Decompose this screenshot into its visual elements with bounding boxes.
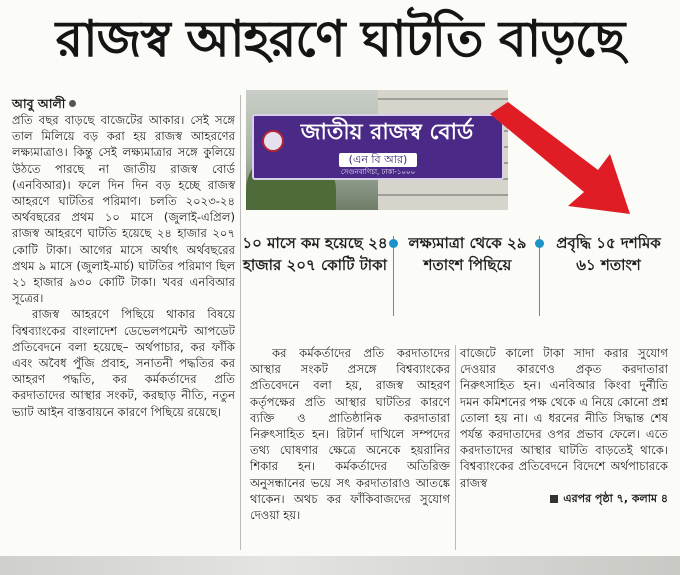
column-divider [455,345,456,550]
nbr-sign-photo [246,90,508,210]
headline: রাজস্ব আহরণে ঘাটতি বাড়ছে [55,10,625,68]
author-name: আবু আলী [12,96,66,111]
stat-divider [393,236,394,316]
paragraph: প্রতি বছর বাড়ছে বাজেটের আকার। সেই সঙ্গে তাল মিলিয়ে বড় করা হয় রাজস্ব আহরণের লক্ষ্যমাত্রাও। কিন্তু সেই লক্ষ্যমাত্রার সঙ্গে কুলিয়ে উঠতে পারছে না জাতীয় রাজস্ব বোর্ড (এনবিআর)। ফলে দিন দিন বড় হচ্ছে রাজস্ব আহরণে ঘাটতির পরিমাণ। চলতি ২০২৩-২৪ অর্থবছরের প্রথম ১০ মাসে (জুলাই-এপ্রিল) রাজস্ব আহরণে ঘাটতি হয়েছে ২৪ হাজার ২০৭ কোটি টাকা। আগের মাসে অর্থাৎ অর্থবছরের প্রথম ৯ মাসে (জুলাই-মার্চ) ঘাটতির পরিমাণ ছিল ২১ হাজার ৯৩০ কোটি টাকা। খবর এনবিআর সূত্রের। [12,113,235,306]
byline [12,95,235,112]
downtrend-arrow-icon [480,96,640,220]
next-article-strip [0,556,680,575]
article-column-2 [250,345,450,523]
column-divider [240,95,241,550]
byline-dot-icon [69,100,76,107]
sign-address: সেগুনবাগিচা, ঢাকা-১০০০ [340,168,416,176]
stat-growth: প্রবৃদ্ধি ১৫ দশমিক ৬১ শতাংশ [556,234,661,274]
sign-subtitle: (এন বি আর) [339,153,418,167]
square-bullet-icon [550,495,558,503]
paragraph: বাজেটে কালো টাকা সাদা করার সুযোগ দেওয়ার কারণেও প্রকৃত করদাতারা নিরুৎসাহিত হন। এনবিআর কিংবা দুর্নীতি দমন কমিশনের পক্ষ থেকে এ নিয়ে কোনো প্রশ্ন তোলা হয় না। এ ধরনের নীতি সিদ্ধান্ত শেষ পর্যন্ত করদাতাদের ওপর প্রভাব ফেলে। এতে করদাতাদের আস্থার ঘাটতি বাড়তেই থাকে। বিশ্বব্যাংকের প্রতিবেদনে বিদেশে অর্থপাচারকে রাজস্ব [460,346,668,490]
jump-text: এরপর পৃষ্ঠা ৭, কলাম ৪ [563,491,668,505]
stat-divider [539,236,540,316]
article-column-3 [460,345,668,507]
nbr-signboard [252,114,504,180]
stat-shortfall: ১০ মাসে কম হয়েছে ২৪ হাজার ২০৭ কোটি টাকা [242,234,388,274]
paragraph: কর কর্মকর্তাদের প্রতি করদাতাদের আস্থার সংকট প্রসঙ্গে বিশ্বব্যাংকের প্রতিবেদনে বলা হয়, রাজস্ব আহরণ কর্তৃপক্ষের প্রতি আস্থার ঘাটতির কারণে ব্যক্তি ও প্রাতিষ্ঠানিক করদাতারা নিরুৎসাহিত হন। রিটার্ন দাখিলে সম্পদের তথ্য ঘোষণার ক্ষেত্রে অনেকে হয়রানির শিকার হন। কর্মকর্তাদের অতিরিক্ত অনুসন্ধানের ভয়ে সৎ করদাতারাও আতঙ্কে থাকেন। অথচ কর ফাঁকিবাজদের সুযোগ দেওয়া হয়। [250,346,450,523]
paragraph: রাজস্ব আহরণে পিছিয়ে থাকার বিষয়ে বিশ্বব্যাংকের বাংলাদেশ ডেভেলপমেন্ট আপডেট প্রতিবেদনে বলা হয়েছে– অর্থপাচার, কর ফাঁকি এবং অবৈধ পুঁজি প্রবাহ, সনাতনী পদ্ধতির কর আহরণ পদ্ধতি, কর কর্মকর্তাদের প্রতি করদাতাদের আস্থার সংকট, করছাড় নীতি, নতুন ভ্যাট আইন বাস্তবায়নে কারণে পিছিয়ে রয়েছে। [12,307,235,419]
stat-target-gap: লক্ষ্যমাত্রা থেকে ২৯ শতাংশ পিছিয়ে [408,234,527,274]
nbr-seal-icon [262,130,284,152]
sign-title: জাতীয় রাজস্ব বোর্ড [300,120,474,145]
stat-bullet-icon [389,239,398,248]
continued-on [460,491,668,507]
stat-bullet-icon [535,239,544,248]
article-column-1 [12,95,235,420]
